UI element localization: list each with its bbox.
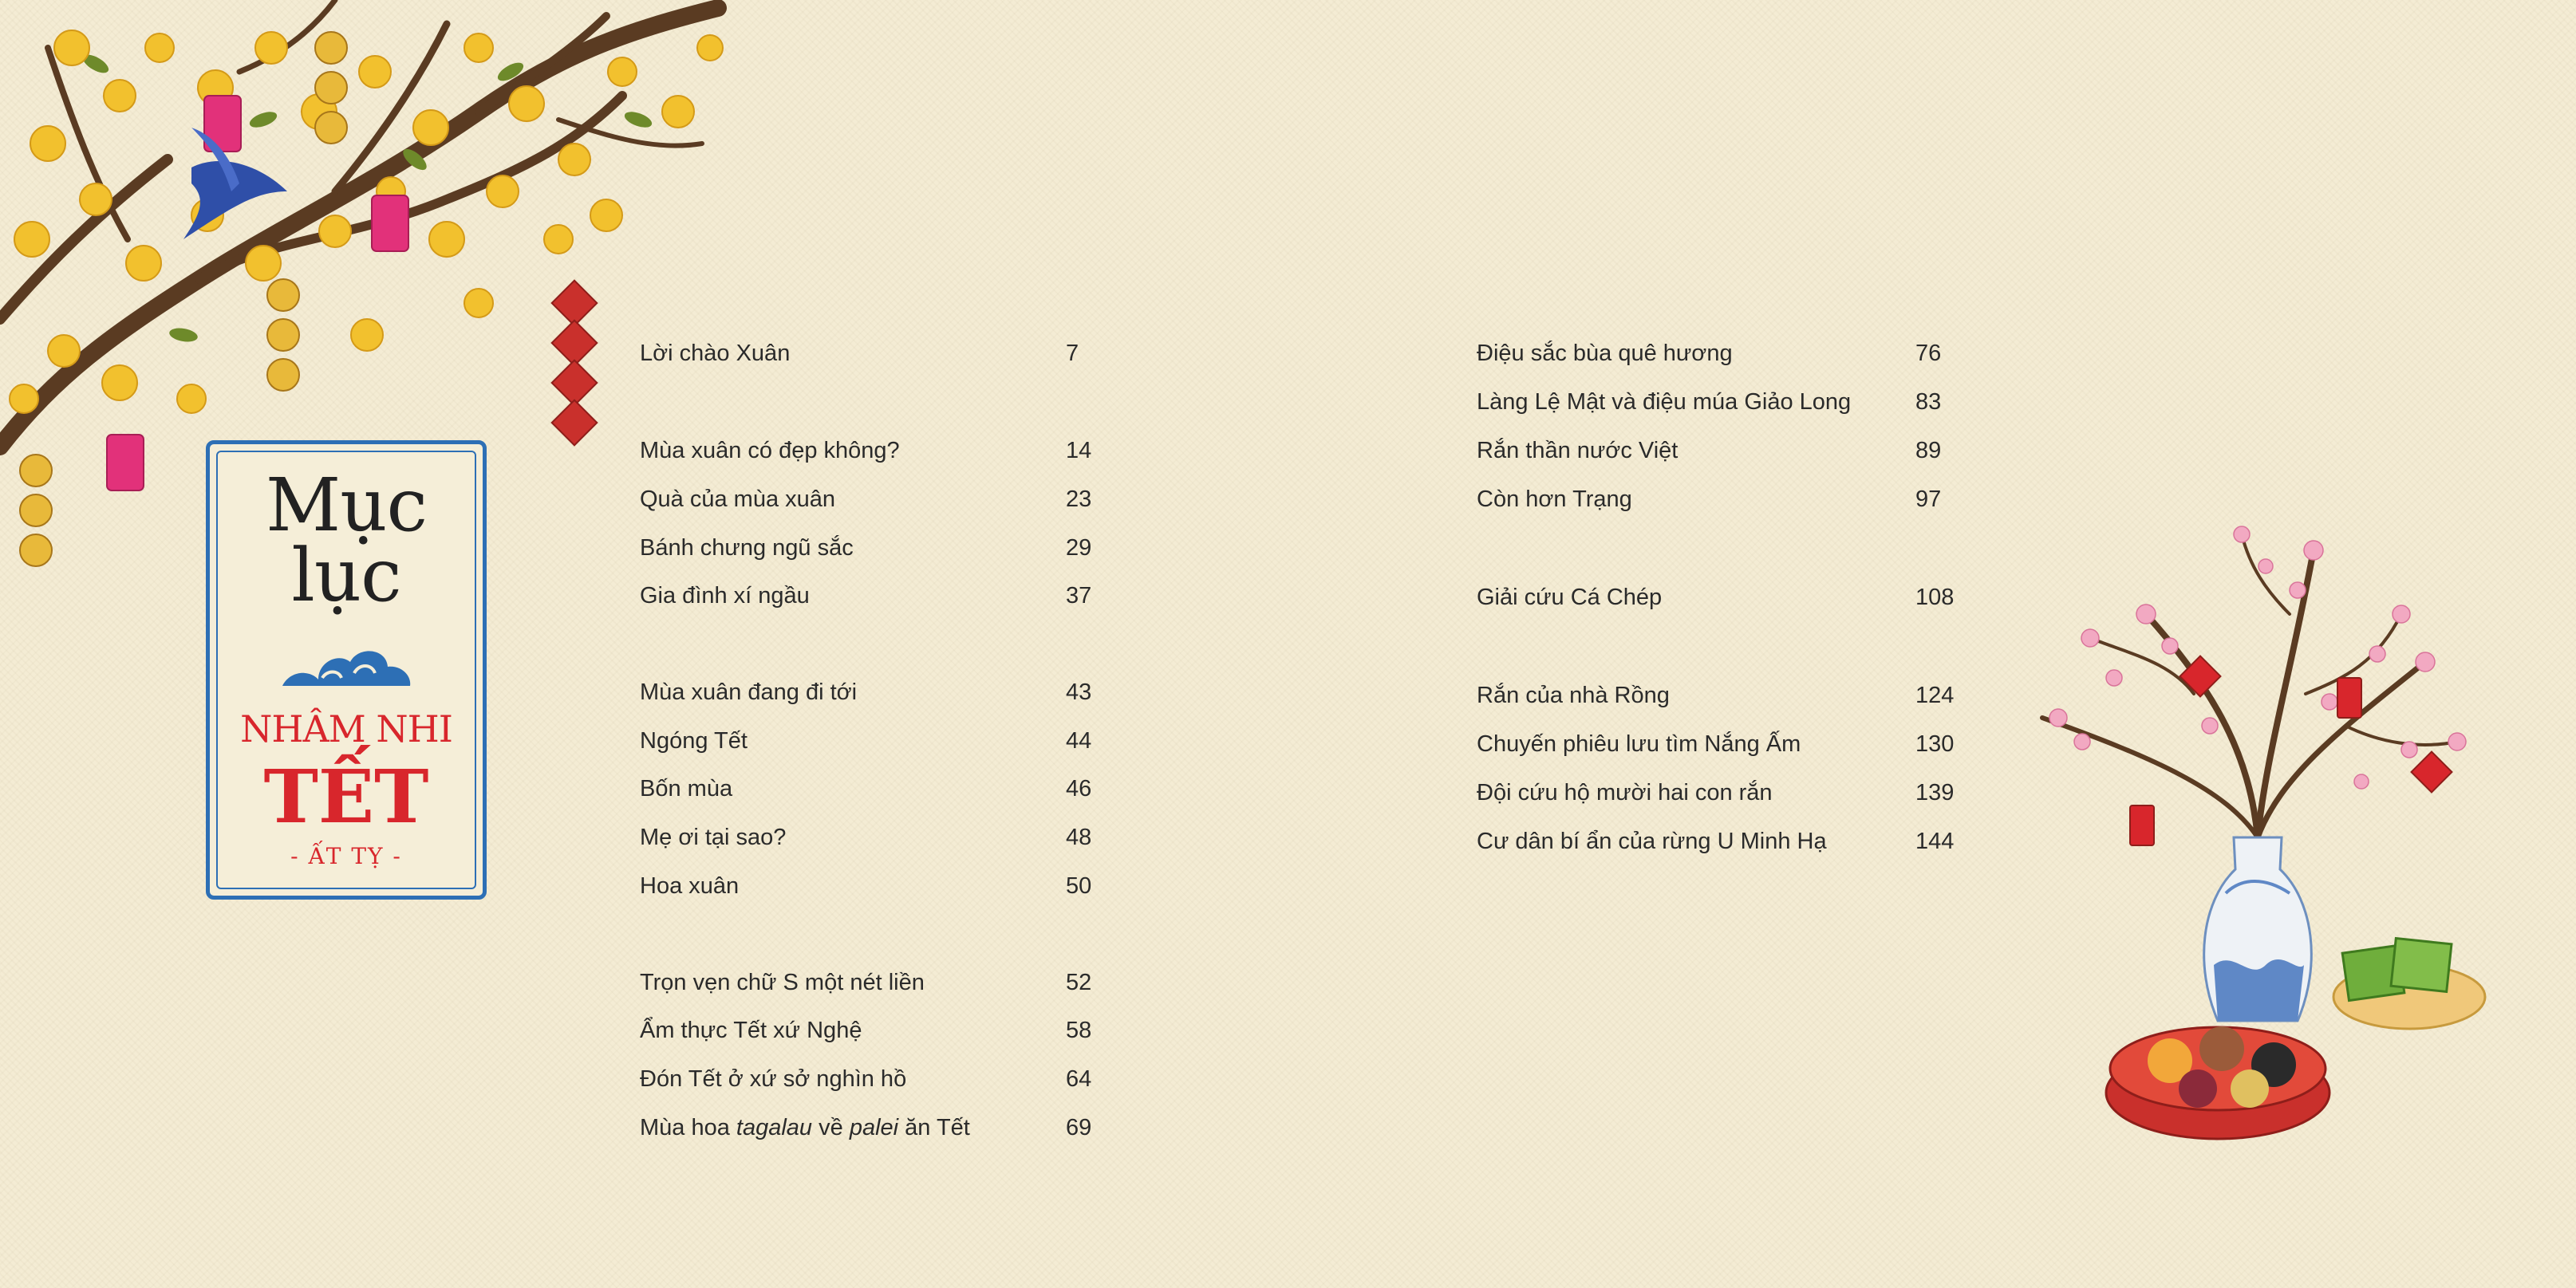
toc-entry-page: 69 [1066,1114,1092,1140]
toc-entry-page: 139 [1915,779,1955,805]
toc-entry-title: Làng Lệ Mật và điệu múa Giảo Long [1477,388,1852,415]
toc-entry-title: Đội cứu hộ mười hai con rắn [1477,779,1773,805]
toc-entry-page: 108 [1915,584,1955,610]
toc-entry-page: 83 [1915,388,1942,415]
toc-entry-title: Điệu sắc bùa quê hương [1477,340,1733,366]
toc-entry-title: Bốn mùa [640,775,733,802]
toc-entry-page: 37 [1066,582,1092,609]
toc-entry-title: Quà của mùa xuân [640,486,836,512]
toc-entry-title: Lời chào Xuân [640,340,791,366]
toc-entry-page: 97 [1915,486,1942,512]
toc-entry-page: 124 [1915,682,1955,708]
toc-entry-page: 7 [1066,340,1079,366]
toc-entry-page: 48 [1066,824,1092,850]
toc-entry-title: Gia đình xí ngầu [640,582,810,609]
toc-entry-page: 52 [1066,969,1092,995]
title-block [206,0,487,1288]
toc-entry-page: 130 [1915,731,1955,757]
toc-entry-title: Rắn thần nước Việt [1477,437,1679,463]
toc-entry-title: Mùa xuân đang đi tới [640,679,858,705]
toc-entry-title: Đón Tết ở xứ sở nghìn hồ [640,1065,907,1092]
toc-entry-page: 23 [1066,486,1092,512]
toc-entry-title: Trọn vẹn chữ S một nét liền [640,969,925,995]
toc-entry-page: 44 [1066,727,1092,754]
toc-entry-title: Mùa xuân có đẹp không? [640,437,900,463]
page-title-line2: lục [291,533,401,618]
toc-entry-title: Chuyến phiêu lưu tìm Nắng Ấm [1477,731,1801,757]
series-title-line3: - ẤT TỴ - [290,843,402,869]
toc-entry-title: Còn hơn Trạng [1477,486,1632,512]
toc-entry-title: Ẩm thực Tết xứ Nghệ [640,1017,862,1043]
toc-entry-title: Mẹ ơi tại sao? [640,824,787,850]
toc-entry-title: Ngóng Tết [640,727,748,754]
cloud-ornament-icon [274,638,418,695]
toc-entry-title: Mùa hoa tagalau về palei ăn Tết [640,1114,970,1140]
toc-entry-page: 46 [1066,775,1092,802]
toc-entry-page: 29 [1066,534,1092,561]
toc-entry-title: Bánh chưng ngũ sắc [640,534,854,561]
toc-entry-page: 14 [1066,437,1092,463]
toc-entry-title: Cư dân bí ẩn của rừng U Minh Hạ [1477,828,1827,854]
toc-entry-page: 89 [1915,437,1942,463]
toc-entry-title: Hoa xuân [640,872,740,899]
toc-entry-page: 58 [1066,1017,1092,1043]
toc-right-column [1477,0,1987,1288]
toc-entry-title: Rắn của nhà Rồng [1477,682,1670,708]
peach-blossom-vase-illustration [2026,518,2489,1172]
series-title-line1: NHÂM NHI [240,707,452,750]
toc-entry-page: 64 [1066,1065,1092,1092]
toc-entry-page: 76 [1915,340,1942,366]
toc-entry-page: 144 [1915,828,1955,854]
toc-entry-page: 43 [1066,679,1092,705]
toc-entry-page: 50 [1066,872,1092,899]
series-title-line2: TẾT [263,754,429,840]
toc-entry-title: Giải cứu Cá Chép [1477,584,1663,610]
page-title-line1: Mục [266,463,427,548]
toc-left-column [640,0,1118,1288]
